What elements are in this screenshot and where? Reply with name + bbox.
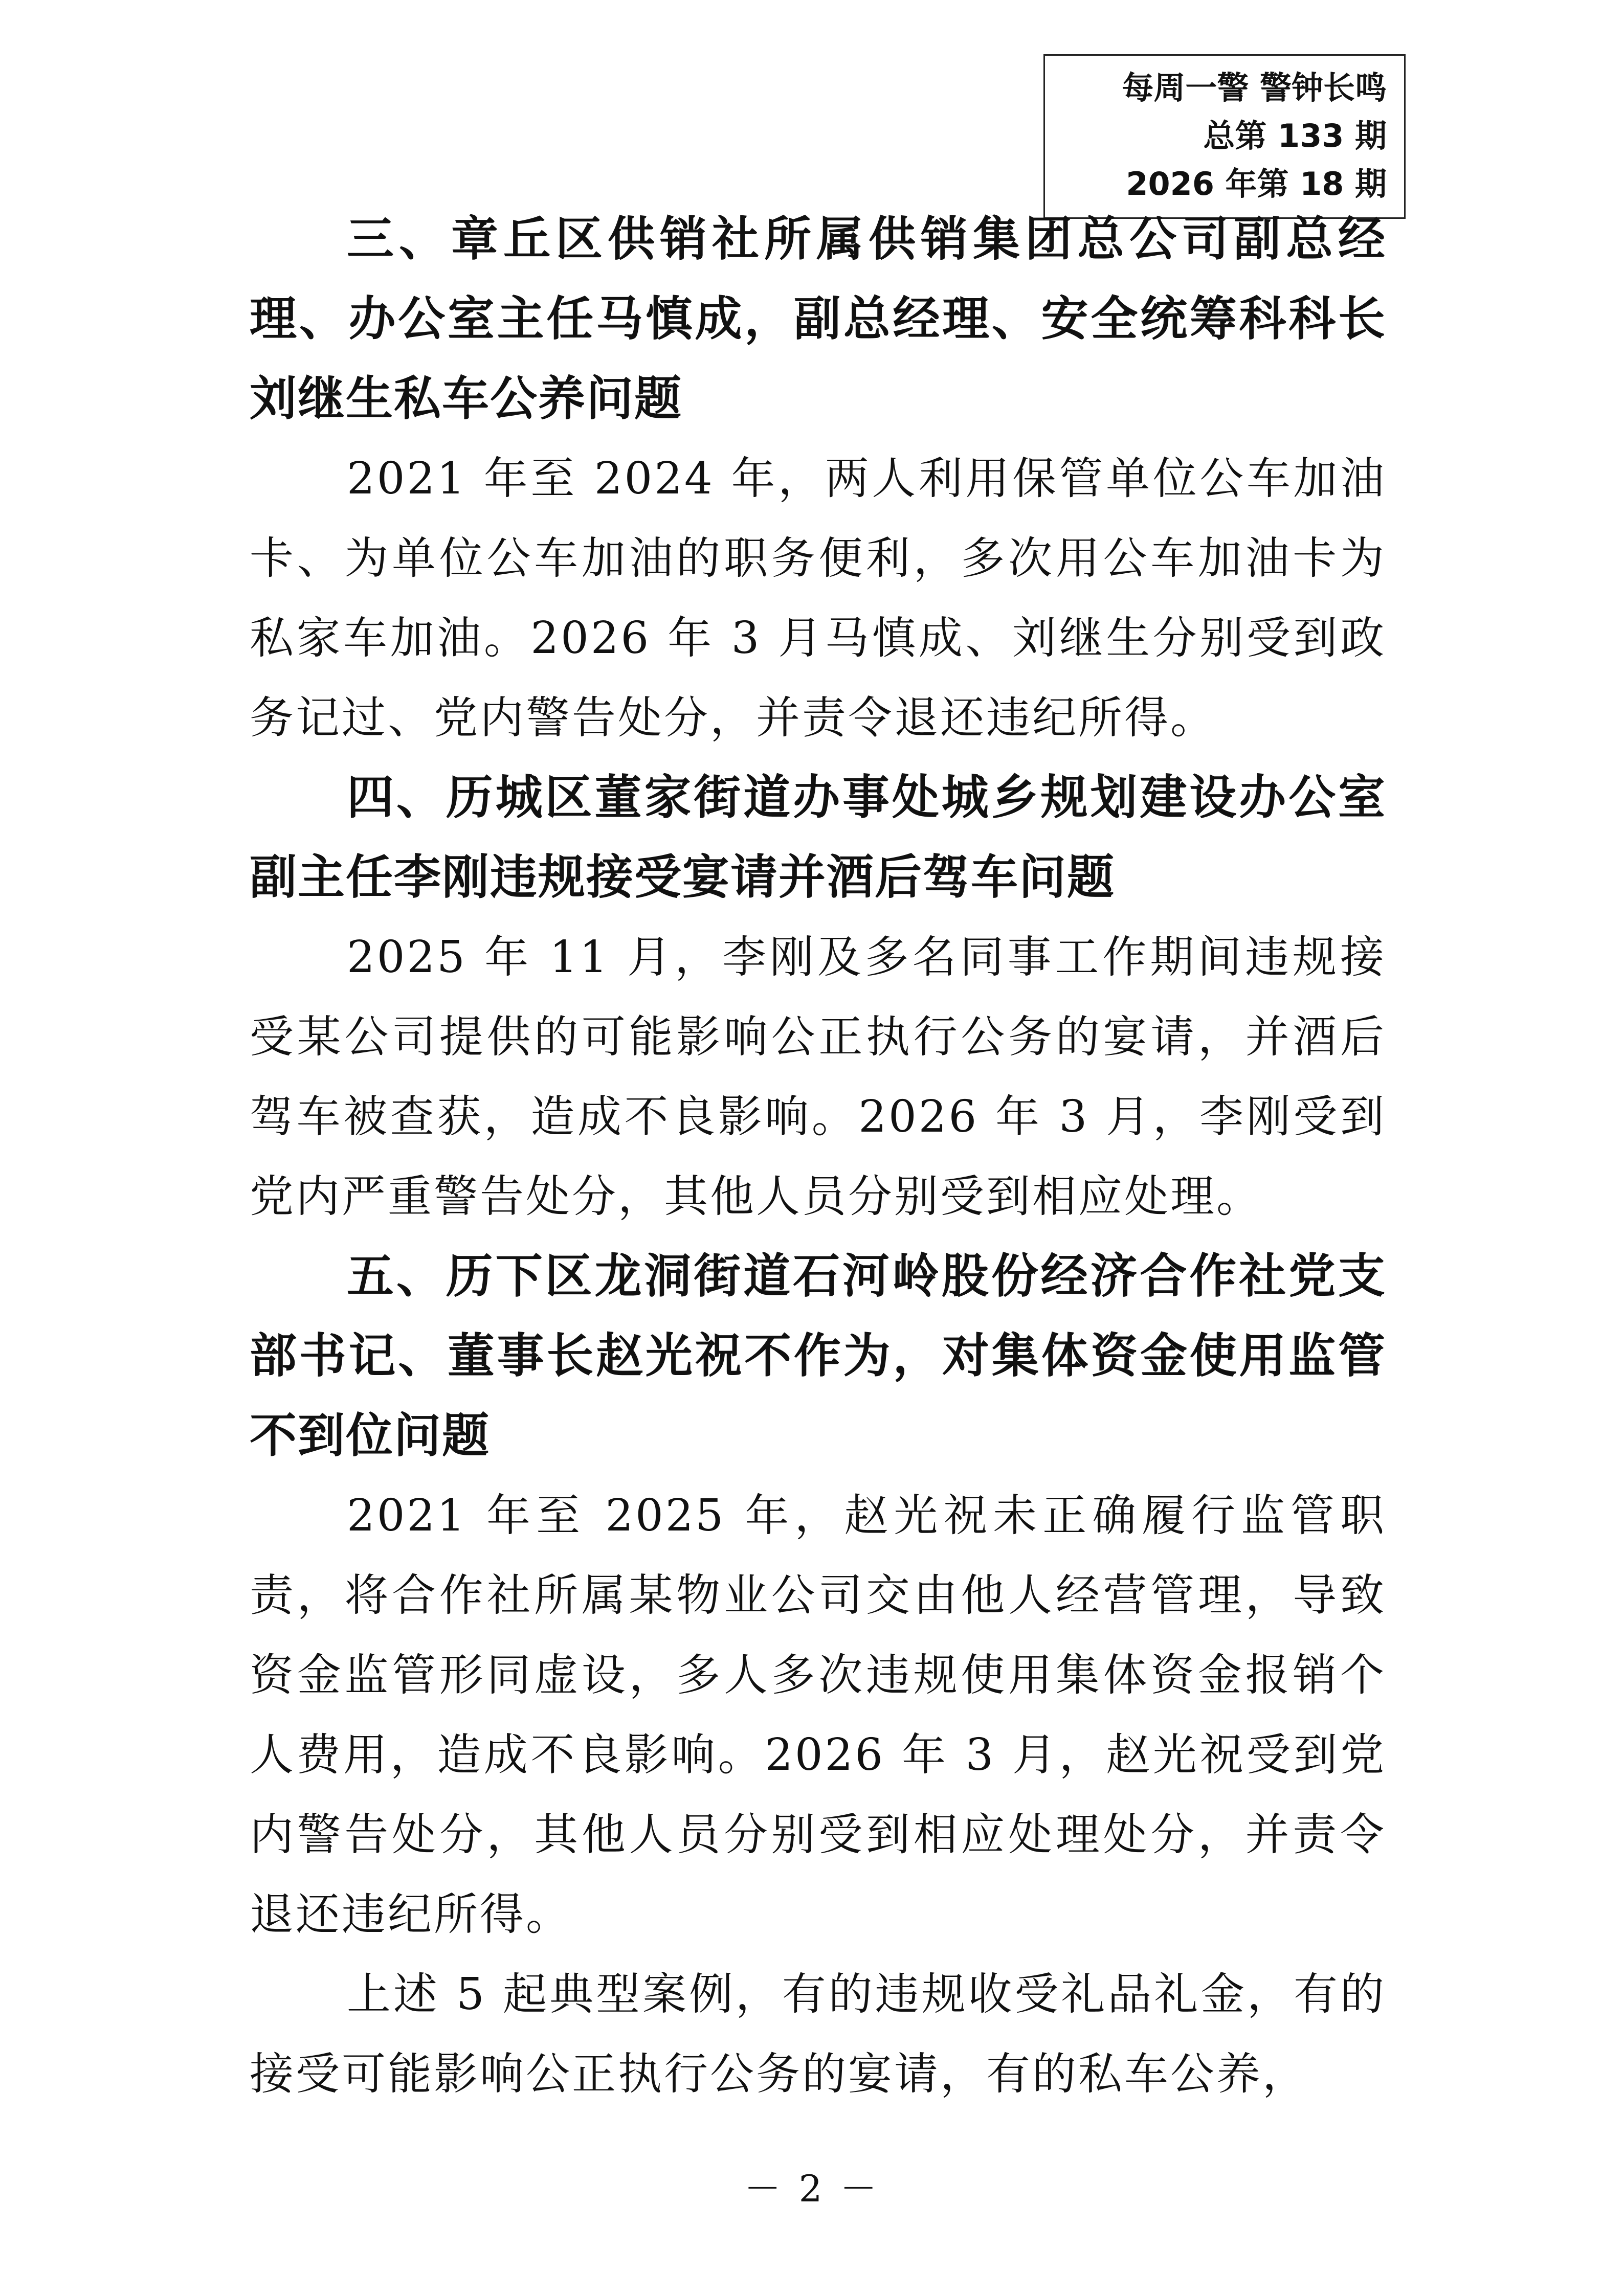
case-4-body: 2025 年 11 月，李刚及多名同事工作期间违规接受某公司提供的可能影响公正执行公务的宴请，并酒后驾车被查获，造成不良影响。2026 年 3 月，李刚受到党内严重警告处分，其他人员分别受到相应处理。 xyxy=(250,932,1386,1222)
badge-slogan: 每周一警 警钟长鸣 xyxy=(1122,69,1387,106)
case-3-heading: 三、章丘区供销社所属供销集团总公司副总经理、办公室主任马慎成，副总经理、安全统筹科科长刘继生私车公养问题 xyxy=(250,212,1386,426)
issue-badge xyxy=(1043,54,1406,219)
case-3-body: 2021 年至 2024 年，两人利用保管单位公车加油卡、为单位公车加油的职务便利，多次用公车加油卡为私家车加油。2026 年 3 月马慎成、刘继生分别受到政务记过、党内警告处分，并责令退还违纪所得。 xyxy=(250,453,1386,744)
badge-year-issue: 2026 年第 18 期 xyxy=(1126,165,1387,202)
badge-total-issue: 总第 133 期 xyxy=(1203,117,1387,154)
document-body xyxy=(250,199,1386,2114)
summary-paragraph: 上述 5 起典型案例，有的违规收受礼品礼金，有的接受可能影响公正执行公务的宴请，有的私车公养， xyxy=(250,1969,1386,2100)
case-5-body: 2021 年至 2025 年，赵光祝未正确履行监管职责，将合作社所属某物业公司交由他人经营管理，导致资金监管形同虚设，多人多次违规使用集体资金报销个人费用，造成不良影响。2026 年 3 月，赵光祝受到党内警告处分，其他人员分别受到相应处理处分，并责令退还违纪所得。 xyxy=(250,1490,1386,1940)
case-4-heading: 四、历城区董家街道办事处城乡规划建设办公室副主任李刚违规接受宴请并酒后驾车问题 xyxy=(250,770,1386,905)
page-number: － 2 － xyxy=(744,2167,880,2210)
case-5-heading: 五、历下区龙洞街道石河岭股份经济合作社党支部书记、董事长赵光祝不作为，对集体资金使用监管不到位问题 xyxy=(250,1249,1386,1463)
